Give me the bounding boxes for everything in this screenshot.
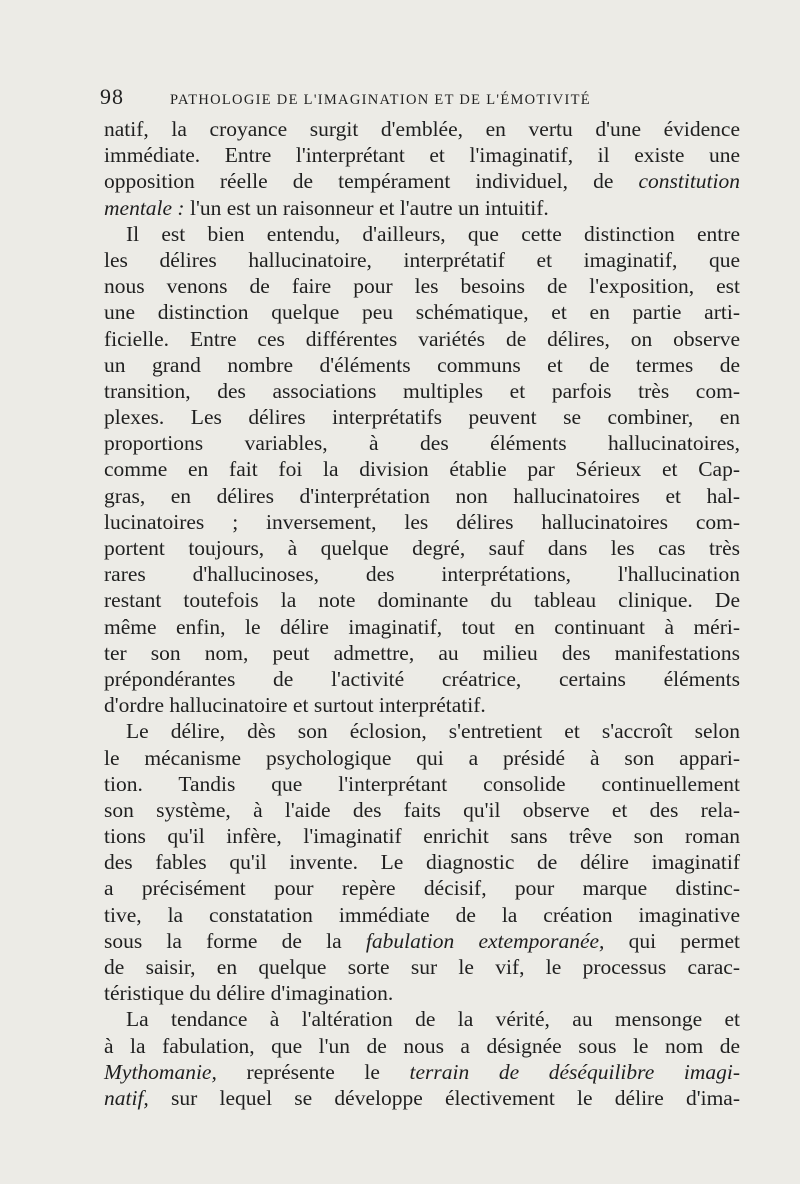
line-text: comme en fait foi la division établie par Sérieux et Cap- — [104, 457, 740, 482]
italic-text: constitution — [638, 169, 740, 194]
line-text: La tendance à l'altération de la vérité, au mensonge et — [126, 1007, 740, 1032]
text-line — [104, 797, 740, 823]
text-line — [104, 823, 740, 849]
line-text: natif, la croyance surgit d'emblée, en vertu d'une évidence — [104, 117, 740, 141]
line-text: gras, en délires d'interprétation non hallucinatoires et hal- — [104, 483, 740, 508]
line-text: les délires hallucinatoire, interprétatif et imaginatif, que — [104, 247, 740, 272]
text-line — [104, 326, 740, 352]
text-line — [104, 745, 740, 771]
italic-text: fabulation extemporanée, — [365, 928, 605, 953]
text-line — [104, 221, 740, 247]
text-line — [104, 273, 740, 299]
line-text: plexes. Les délires interprétatifs peuvent se combiner, en — [104, 405, 740, 430]
text-line — [104, 980, 740, 1006]
text-line — [104, 561, 740, 587]
text-line — [104, 1085, 740, 1111]
line-text: proportions variables, à des éléments hallucinatoires, — [104, 431, 740, 456]
page-number: 98 — [100, 84, 124, 109]
line-text: ficielle. Entre ces différentes variétés de délires, on observe — [104, 326, 740, 351]
text-line — [104, 509, 740, 535]
text-line — [104, 954, 740, 980]
paragraph — [104, 116, 740, 221]
text-line — [104, 142, 740, 168]
paragraph — [104, 718, 740, 1006]
line-text: même enfin, le délire imaginatif, tout en continuant à méri- — [104, 614, 740, 639]
line-text: lucinatoires ; inversement, les délires hallucinatoires com- — [104, 509, 740, 534]
italic-text: mentale : — [104, 195, 185, 220]
line-text: une distinction quelque peu schématique, et en partie arti- — [104, 300, 740, 325]
text-line — [104, 483, 740, 509]
line-text: nous venons de faire pour les besoins de l'exposition, est — [104, 274, 740, 299]
text-line — [104, 404, 740, 430]
line-text: des fables qu'il invente. Le diagnostic de délire imaginatif — [104, 850, 740, 875]
line-text: portent toujours, à quelque degré, sauf dans les cas très — [104, 536, 740, 560]
text-line — [104, 116, 740, 142]
line-text: téristique du délire d'imagination. — [104, 981, 394, 1006]
running-head: PATHOLOGIE DE L'IMAGINATION ET DE L'ÉMOTIVITÉ — [170, 92, 591, 108]
line-text: représente le — [216, 1059, 410, 1084]
text-line — [104, 247, 740, 273]
italic-text: terrain de déséquilibre imagi- — [409, 1059, 740, 1084]
text-line — [104, 352, 740, 378]
text-line — [104, 535, 740, 561]
text-line — [104, 614, 740, 640]
text-line — [104, 299, 740, 325]
text-line — [104, 902, 740, 928]
line-text: rares d'hallucinoses, des interprétations, l'hallucination — [104, 562, 740, 587]
line-text: a précisément pour repère décisif, pour marque distinc- — [104, 876, 740, 901]
italic-text: natif, — [104, 1085, 149, 1110]
line-text: son système, à l'aide des faits qu'il observe et des rela- — [104, 797, 740, 822]
text-line — [104, 1006, 740, 1032]
line-text: sur lequel se développe électivement le délire d'ima- — [148, 1085, 740, 1110]
text-line — [104, 666, 740, 692]
line-text: prépondérantes de l'activité créatrice, certains éléments — [104, 666, 740, 691]
text-line — [104, 168, 740, 194]
text-line — [104, 378, 740, 404]
italic-text: Mythomanie, — [104, 1059, 217, 1084]
text-line — [104, 875, 740, 901]
line-text: le mécanisme psychologique qui a présidé à son appari- — [104, 745, 740, 770]
text-line — [104, 456, 740, 482]
text-line — [104, 771, 740, 797]
text-line — [104, 430, 740, 456]
line-text: un grand nombre d'éléments communs et de termes de — [104, 352, 740, 377]
text-line — [104, 849, 740, 875]
line-text: Il est bien entendu, d'ailleurs, que cette distinction entre — [126, 221, 740, 246]
line-text: ter son nom, peut admettre, au milieu des manifestations — [104, 640, 740, 665]
line-text: Le délire, dès son éclosion, s'entretient et s'accroît selon — [126, 719, 740, 744]
line-text: d'ordre hallucinatoire et surtout interprétatif. — [104, 693, 486, 718]
line-text: tion. Tandis que l'interprétant consolide continuellement — [104, 771, 740, 796]
text-line — [104, 1033, 740, 1059]
page-body — [104, 116, 740, 1111]
line-text: qui permet — [604, 928, 740, 953]
paragraph — [104, 1006, 740, 1111]
line-text: restant toutefois la note dominante du tableau clinique. De — [104, 588, 740, 613]
page-header — [100, 84, 740, 110]
line-text: opposition réelle de tempérament individuel, de — [104, 169, 639, 194]
text-line — [104, 640, 740, 666]
line-text: l'un est un raisonneur et l'autre un intuitif. — [184, 195, 549, 220]
text-line — [104, 1059, 740, 1085]
text-line — [104, 195, 740, 221]
line-text: tive, la constatation immédiate de la création imaginative — [104, 902, 740, 927]
line-text: transition, des associations multiples et parfois très com- — [104, 378, 740, 403]
line-text: de saisir, en quelque sorte sur le vif, le processus carac- — [104, 955, 740, 979]
line-text: immédiate. Entre l'interprétant et l'imaginatif, il existe une — [104, 143, 740, 168]
text-line — [104, 928, 740, 954]
text-line — [104, 587, 740, 613]
text-line — [104, 718, 740, 744]
paragraph — [104, 221, 740, 719]
line-text: tions qu'il infère, l'imaginatif enrichit sans trêve son roman — [104, 824, 740, 849]
text-line — [104, 692, 740, 718]
line-text: à la fabulation, que l'un de nous a désignée sous le nom de — [104, 1033, 740, 1058]
line-text: sous la forme de la — [104, 928, 366, 953]
